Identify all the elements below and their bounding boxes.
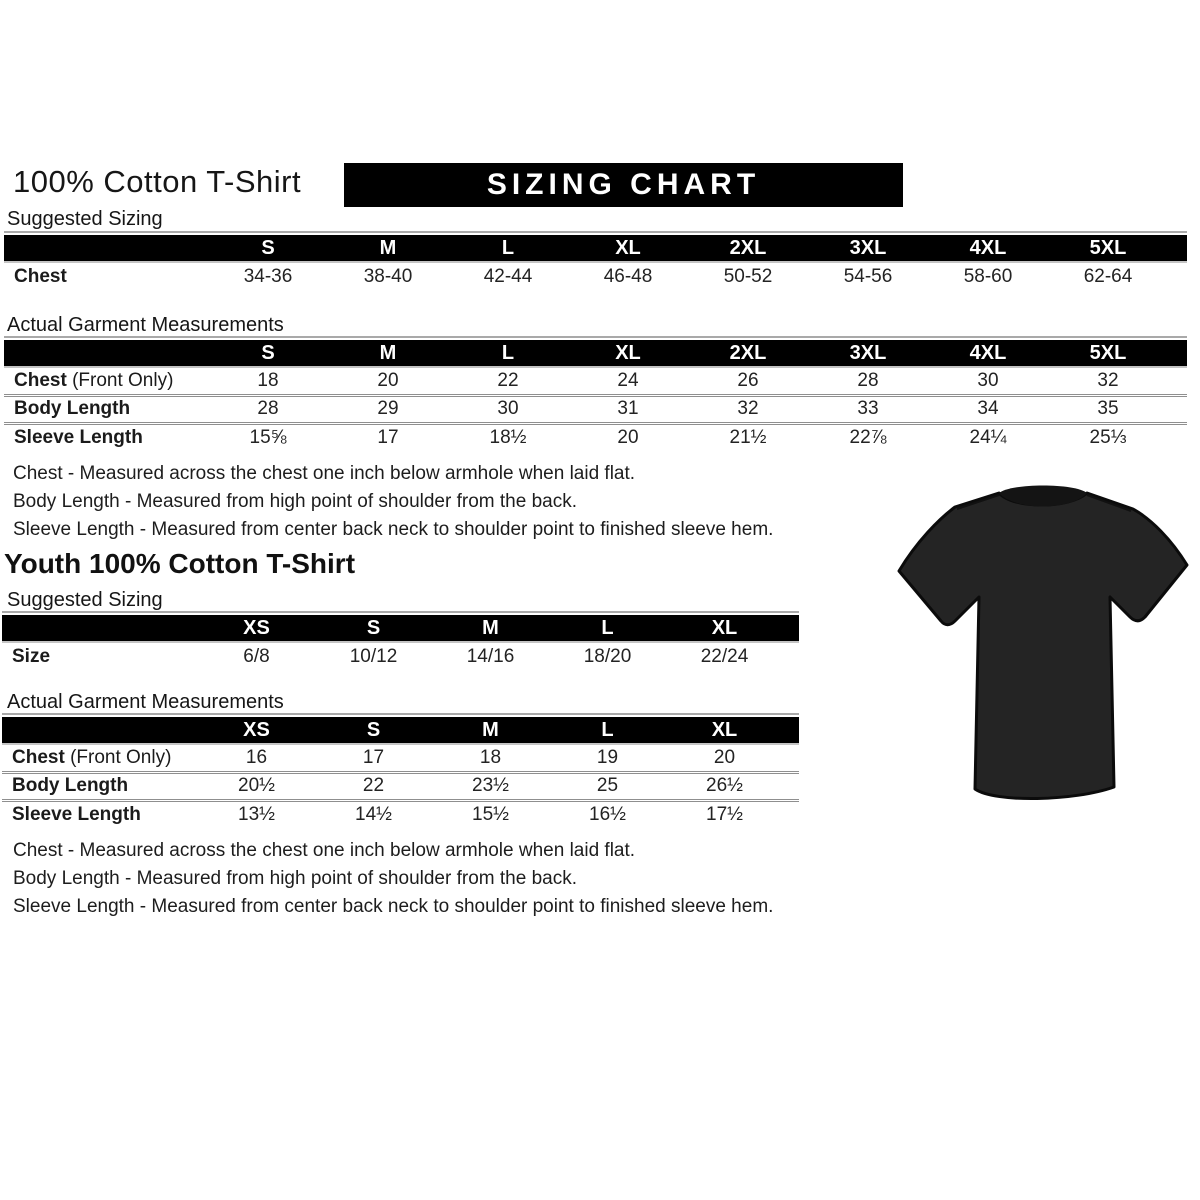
measurement-cell: 20 [377, 369, 399, 391]
size-column-header: XL [568, 340, 688, 367]
note-chest: Chest - Measured across the chest one inch below armhole when laid flat. [13, 463, 636, 484]
measurement-cell: 22/24 [700, 645, 749, 667]
measurement-cell: 25⅓ [1089, 426, 1127, 448]
youth-actual-measurements-table [2, 717, 799, 828]
measurement-row [4, 423, 1187, 451]
measurement-cell: 17½ [706, 803, 743, 825]
header-corner-cell [4, 340, 208, 367]
measurement-cell: 30 [497, 398, 519, 419]
adult-actual-measurements-label: Actual Garment Measurements [7, 314, 284, 336]
size-column-header: XS [198, 717, 315, 744]
size-header-row [4, 235, 1187, 262]
size-column-header: M [432, 615, 549, 642]
measurement-cell: 28 [857, 369, 879, 391]
size-column-header: 2XL [688, 235, 808, 262]
measurement-cell: 21½ [729, 426, 767, 448]
note-chest: Chest - Measured across the chest one inch below armhole when laid flat. [13, 840, 636, 861]
measurement-cell: 13½ [238, 803, 275, 825]
row-label: Body Length [12, 775, 129, 796]
row-label: Chest [14, 265, 67, 287]
adult-actual-measurements-table [4, 340, 1187, 451]
measurement-cell: 14½ [355, 803, 392, 825]
header-corner-cell [2, 717, 198, 744]
measurement-cell: 14/16 [466, 645, 515, 667]
youth-actual-measurements-table-wrap [2, 713, 799, 828]
size-column-header: 5XL [1048, 340, 1168, 367]
header-trailing-cell [1168, 235, 1187, 262]
size-column-header: S [208, 340, 328, 367]
youth-measurement-notes [13, 837, 773, 921]
measurement-cell: 18½ [489, 426, 527, 448]
measurement-cell: 17 [362, 746, 385, 768]
size-column-header: S [208, 235, 328, 262]
measurement-cell: 15⅝ [249, 426, 287, 448]
header-corner-cell [2, 615, 198, 642]
measurement-row [4, 367, 1187, 395]
row-label: Size [12, 645, 51, 667]
size-column-header: M [328, 340, 448, 367]
measurement-cell: 34-36 [243, 265, 293, 287]
size-column-header: XS [198, 615, 315, 642]
measurement-cell: 10/12 [349, 645, 398, 667]
size-column-header: S [315, 717, 432, 744]
measurement-cell: 34 [977, 398, 999, 419]
row-trailing-cell [1168, 395, 1187, 423]
adult-suggested-sizing-label: Suggested Sizing [7, 208, 163, 230]
size-column-header: M [328, 235, 448, 262]
row-label: Body Length [14, 398, 131, 419]
measurement-cell: 42-44 [483, 265, 533, 287]
measurement-row [4, 395, 1187, 423]
measurement-cell: 32 [1097, 369, 1119, 391]
size-column-header: L [448, 235, 568, 262]
note-body-length: Body Length - Measured from high point of shoulder from the back. [13, 491, 577, 512]
header-trailing-cell [783, 615, 799, 642]
row-label: Chest (Front Only) [14, 369, 174, 391]
row-label: Sleeve Length [14, 426, 143, 448]
measurement-cell: 46-48 [603, 265, 653, 287]
tshirt-body [899, 493, 1187, 799]
adult-measurement-notes [13, 460, 773, 544]
youth-suggested-sizing-label: Suggested Sizing [7, 589, 163, 611]
sizing-chart-banner: SIZING CHART [344, 163, 903, 207]
size-column-header: 3XL [808, 235, 928, 262]
measurement-cell: 23½ [472, 775, 509, 796]
note-sleeve-length: Sleeve Length - Measured from center back neck to shoulder point to finished sleeve hem. [13, 896, 774, 917]
header-trailing-cell [783, 717, 799, 744]
size-column-header: 2XL [688, 340, 808, 367]
measurement-cell: 28 [257, 398, 279, 419]
size-column-header: 3XL [808, 340, 928, 367]
measurement-row [2, 800, 799, 828]
adult-actual-measurements-table-wrap [4, 336, 1187, 451]
row-trailing-cell [783, 744, 799, 772]
measurement-cell: 18/20 [583, 645, 632, 667]
measurement-cell: 22 [497, 369, 519, 391]
measurement-cell: 35 [1097, 398, 1119, 419]
note-body-length: Body Length - Measured from high point of shoulder from the back. [13, 868, 577, 889]
row-label: Sleeve Length [12, 803, 141, 825]
measurement-cell: 25 [596, 775, 619, 796]
header-trailing-cell [1168, 340, 1187, 367]
measurement-row [2, 772, 799, 800]
size-column-header: M [432, 717, 549, 744]
measurement-cell: 58-60 [963, 265, 1013, 287]
size-column-header: XL [666, 615, 783, 642]
size-column-header: 4XL [928, 340, 1048, 367]
measurement-cell: 19 [596, 746, 619, 768]
measurement-cell: 29 [377, 398, 399, 419]
measurement-cell: 50-52 [723, 265, 773, 287]
measurement-cell: 20 [713, 746, 736, 768]
measurement-cell: 24 [617, 369, 639, 391]
measurement-cell: 18 [479, 746, 502, 768]
measurement-row [4, 262, 1187, 290]
measurement-cell: 62-64 [1083, 265, 1133, 287]
row-trailing-cell [783, 772, 799, 800]
size-column-header: 4XL [928, 235, 1048, 262]
measurement-row [2, 744, 799, 772]
size-column-header: S [315, 615, 432, 642]
measurement-cell: 22 [362, 775, 385, 796]
measurement-cell: 18 [257, 369, 279, 391]
row-trailing-cell [1168, 423, 1187, 451]
adult-suggested-sizing-table [4, 235, 1187, 290]
measurement-cell: 20½ [238, 775, 275, 796]
measurement-row [2, 642, 799, 670]
size-column-header: L [448, 340, 568, 367]
row-trailing-cell [783, 800, 799, 828]
size-column-header: XL [666, 717, 783, 744]
measurement-cell: 15½ [472, 803, 509, 825]
measurement-cell: 16 [245, 746, 268, 768]
black-tshirt-image [895, 471, 1191, 809]
measurement-cell: 54-56 [843, 265, 893, 287]
size-column-header: XL [568, 235, 688, 262]
measurement-cell: 33 [857, 398, 879, 419]
measurement-cell: 22⅞ [849, 426, 887, 448]
measurement-cell: 17 [377, 426, 399, 448]
youth-suggested-sizing-table-wrap [2, 611, 799, 670]
youth-page-title: Youth 100% Cotton T-Shirt [4, 548, 356, 579]
size-column-header: 5XL [1048, 235, 1168, 262]
youth-actual-measurements-label: Actual Garment Measurements [7, 691, 284, 713]
size-column-header: L [549, 615, 666, 642]
adult-suggested-sizing-table-wrap [4, 231, 1187, 290]
youth-suggested-sizing-table [2, 615, 799, 670]
measurement-cell: 31 [617, 398, 639, 419]
row-trailing-cell [1168, 262, 1187, 290]
size-header-row [2, 717, 799, 744]
measurement-cell: 38-40 [363, 265, 413, 287]
measurement-cell: 6/8 [243, 645, 270, 667]
page-title: 100% Cotton T-Shirt [13, 164, 302, 199]
header-corner-cell [4, 235, 208, 262]
note-sleeve-length: Sleeve Length - Measured from center back neck to shoulder point to finished sleeve hem. [13, 519, 774, 540]
measurement-cell: 20 [617, 426, 639, 448]
row-trailing-cell [1168, 367, 1187, 395]
size-header-row [2, 615, 799, 642]
measurement-cell: 30 [977, 369, 999, 391]
measurement-cell: 32 [737, 398, 759, 419]
size-column-header: L [549, 717, 666, 744]
measurement-cell: 24¼ [969, 426, 1007, 448]
measurement-cell: 26½ [706, 775, 743, 796]
measurement-cell: 16½ [589, 803, 626, 825]
row-trailing-cell [783, 642, 799, 670]
size-header-row [4, 340, 1187, 367]
measurement-cell: 26 [737, 369, 759, 391]
row-label: Chest (Front Only) [12, 746, 172, 768]
